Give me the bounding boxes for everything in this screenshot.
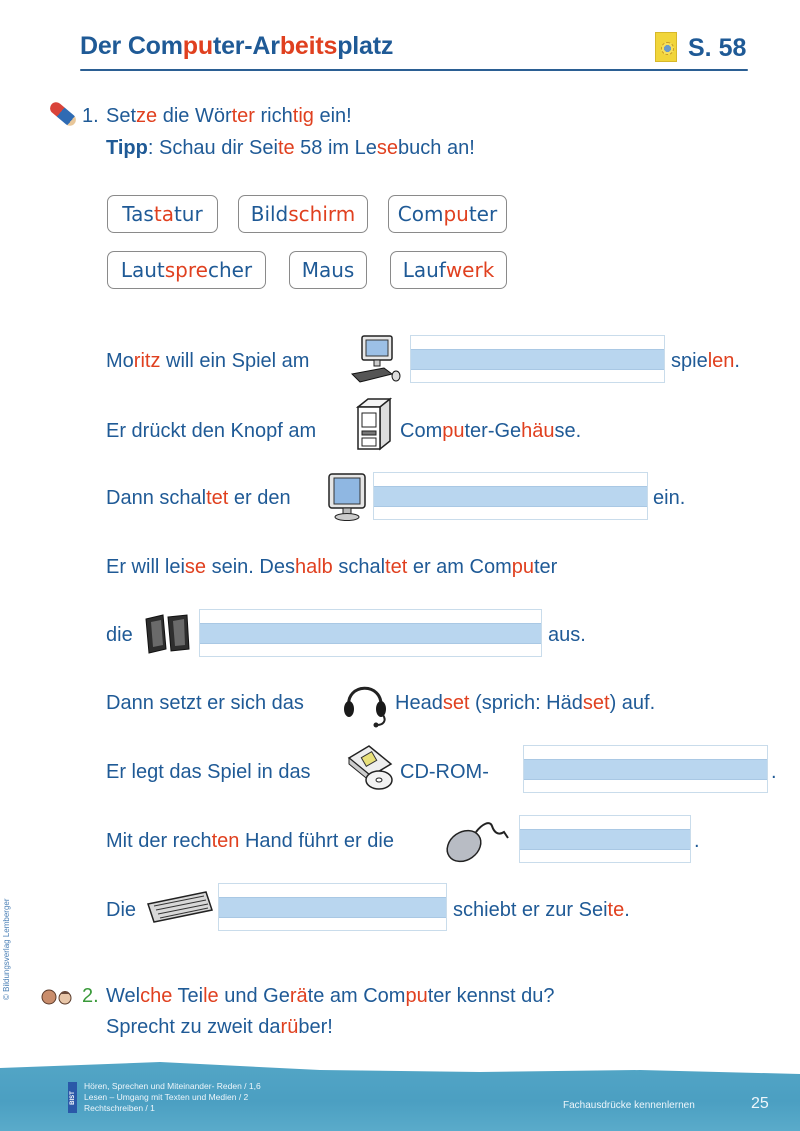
syllable: halb bbox=[294, 556, 333, 578]
text: Com bbox=[400, 420, 443, 442]
text: ter-Ge bbox=[464, 420, 522, 442]
text: (sprich: Häd bbox=[469, 692, 583, 714]
footer-topic: Fachausdrücke kennenlernen bbox=[563, 1100, 695, 1111]
mouse-icon bbox=[442, 818, 516, 866]
standard-line-3: Rechtschreiben / 1 bbox=[84, 1103, 155, 1113]
headset-icon bbox=[339, 677, 393, 729]
sentence-2-end bbox=[400, 419, 581, 443]
title-underline bbox=[80, 69, 748, 71]
title-part: ter-Ar bbox=[212, 32, 280, 60]
text: er den bbox=[228, 487, 291, 509]
text: Er will lei bbox=[106, 556, 185, 578]
answer-field-computer[interactable] bbox=[410, 335, 665, 383]
page-number: 25 bbox=[751, 1095, 769, 1112]
text: Maus bbox=[301, 258, 355, 282]
text: . bbox=[734, 350, 740, 372]
text: ter bbox=[534, 556, 558, 578]
text: ein! bbox=[313, 105, 352, 127]
answer-field-lautsprecher[interactable] bbox=[199, 609, 542, 657]
sentence-5-end: aus. bbox=[548, 624, 586, 646]
syllable: ter bbox=[231, 105, 255, 127]
sentence-6-end bbox=[395, 691, 655, 715]
syllable: schirm bbox=[288, 202, 356, 226]
syllable: le bbox=[203, 985, 219, 1007]
text: tur bbox=[173, 202, 203, 226]
tip-label: Tipp bbox=[106, 137, 148, 159]
answer-field-bildschirm[interactable] bbox=[373, 472, 648, 520]
text: Head bbox=[395, 692, 443, 714]
answer-field-maus[interactable] bbox=[519, 815, 691, 863]
text: 58 im Le bbox=[294, 137, 377, 159]
syllable: pu bbox=[443, 202, 469, 226]
reading-book-icon bbox=[655, 32, 677, 62]
task-instruction bbox=[106, 105, 352, 128]
text: spie bbox=[671, 350, 708, 372]
syllable: che bbox=[140, 985, 173, 1007]
tip-text bbox=[106, 137, 475, 160]
standard-line-1: Hören, Sprechen und Miteinander- Reden / 1,6 bbox=[84, 1081, 261, 1091]
sentence-7: Er legt das Spiel in das bbox=[106, 761, 311, 783]
word-card-laufwerk[interactable] bbox=[390, 251, 507, 289]
text: Mit der rech bbox=[106, 830, 212, 852]
cd-drive-icon bbox=[345, 744, 397, 794]
text: Bild bbox=[250, 202, 289, 226]
sentence-4 bbox=[106, 555, 557, 579]
task-2-question bbox=[106, 985, 554, 1008]
text: rich bbox=[254, 105, 293, 127]
syllable: set bbox=[442, 692, 470, 714]
computer-case-icon bbox=[352, 397, 396, 451]
syllable: tet bbox=[385, 556, 408, 578]
sentence-3-end: ein. bbox=[653, 487, 686, 509]
word-card-lautsprecher[interactable] bbox=[107, 251, 266, 289]
keyboard-icon bbox=[146, 890, 214, 924]
text: Laut bbox=[120, 258, 165, 282]
syllable: tet bbox=[206, 487, 229, 509]
task-number: 1. bbox=[82, 105, 99, 127]
text: er am Com bbox=[407, 556, 512, 578]
title-part: platz bbox=[337, 32, 394, 60]
syllable: rä bbox=[289, 985, 308, 1007]
text: ber! bbox=[298, 1016, 333, 1038]
page-reference: S. 58 bbox=[688, 34, 747, 62]
pencil-icon bbox=[48, 100, 79, 128]
sentence-7-end: . bbox=[771, 761, 777, 783]
syllable: pu bbox=[405, 985, 428, 1007]
text: cher bbox=[207, 258, 253, 282]
syllable: ta bbox=[153, 202, 174, 226]
sentence-9: Die bbox=[106, 899, 137, 921]
task-number-2: 2. bbox=[82, 985, 99, 1007]
sentence-8-end: . bbox=[694, 830, 700, 852]
sentence-1-end bbox=[671, 349, 740, 373]
task-2-instruction bbox=[106, 1016, 333, 1039]
text: Tas bbox=[122, 202, 154, 226]
text: will ein Spiel am bbox=[160, 350, 310, 372]
syllable: len bbox=[707, 350, 735, 372]
text: Com bbox=[397, 202, 444, 226]
syllable: spre bbox=[164, 258, 208, 282]
answer-field-tastatur[interactable] bbox=[218, 883, 447, 931]
speakers-icon bbox=[143, 613, 193, 655]
syllable: se bbox=[184, 556, 207, 578]
text: und Ge bbox=[218, 985, 290, 1007]
syllable: häu bbox=[521, 420, 555, 442]
text: schiebt er zur Sei bbox=[453, 899, 608, 921]
title-part-highlight: pu bbox=[182, 32, 213, 60]
text: Set bbox=[106, 105, 137, 127]
syllable: ze bbox=[136, 105, 158, 127]
text: Tei bbox=[172, 985, 204, 1007]
syllable: tig bbox=[292, 105, 314, 127]
sentence-5: die bbox=[106, 624, 133, 646]
text: Sprecht zu zweit da bbox=[106, 1016, 281, 1038]
page-title bbox=[80, 32, 393, 61]
sentence-2: Er drückt den Knopf am bbox=[106, 420, 317, 442]
partner-talk-icon bbox=[40, 988, 80, 1006]
syllable: set bbox=[582, 692, 610, 714]
text: Lauf bbox=[402, 258, 446, 282]
standard-line-2: Lesen – Umgang mit Texten und Medien / 2 bbox=[84, 1092, 249, 1102]
title-part-highlight: beits bbox=[279, 32, 338, 60]
answer-field-laufwerk[interactable] bbox=[523, 745, 768, 793]
text: Dann schal bbox=[106, 487, 207, 509]
text: Mo bbox=[106, 350, 134, 372]
text: sein. Des bbox=[206, 556, 295, 578]
text: se. bbox=[554, 420, 582, 442]
text: . bbox=[624, 899, 630, 921]
word-card-tastatur[interactable] bbox=[107, 195, 218, 233]
text: te am Com bbox=[307, 985, 406, 1007]
text: ) auf. bbox=[609, 692, 656, 714]
sentence-1 bbox=[106, 349, 309, 373]
syllable: rü bbox=[280, 1016, 299, 1038]
word-card-maus[interactable] bbox=[289, 251, 367, 289]
syllable: se bbox=[376, 137, 399, 159]
syllable: te bbox=[607, 899, 625, 921]
text: ter bbox=[468, 202, 498, 226]
sentence-3 bbox=[106, 486, 291, 510]
text: schal bbox=[332, 556, 386, 578]
sentence-9-end bbox=[453, 898, 630, 922]
text: Wel bbox=[106, 985, 141, 1007]
sentence-6: Dann setzt er sich das bbox=[106, 692, 304, 714]
syllable: ritz bbox=[133, 350, 161, 372]
word-card-computer[interactable] bbox=[388, 195, 507, 233]
computer-icon bbox=[348, 334, 404, 384]
bist-label: BIST bbox=[69, 1090, 76, 1105]
text: buch an! bbox=[398, 137, 475, 159]
syllable: werk bbox=[445, 258, 495, 282]
syllable: te bbox=[277, 137, 295, 159]
bist-badge bbox=[68, 1082, 77, 1113]
syllable: pu bbox=[511, 556, 534, 578]
text: : Schau dir Sei bbox=[147, 137, 278, 159]
copyright-notice: © Bildungsverlag Lemberger bbox=[2, 898, 11, 1000]
monitor-icon bbox=[325, 472, 369, 522]
text: ter kennst du? bbox=[427, 985, 555, 1007]
sentence-8 bbox=[106, 829, 394, 853]
text: die Wör bbox=[157, 105, 232, 127]
syllable: ten bbox=[211, 830, 240, 852]
title-part: Der Com bbox=[80, 32, 183, 60]
word-card-bildschirm[interactable] bbox=[238, 195, 368, 233]
sentence-7-mid: CD-ROM- bbox=[400, 761, 489, 783]
syllable: pu bbox=[442, 420, 465, 442]
text: Hand führt er die bbox=[239, 830, 394, 852]
